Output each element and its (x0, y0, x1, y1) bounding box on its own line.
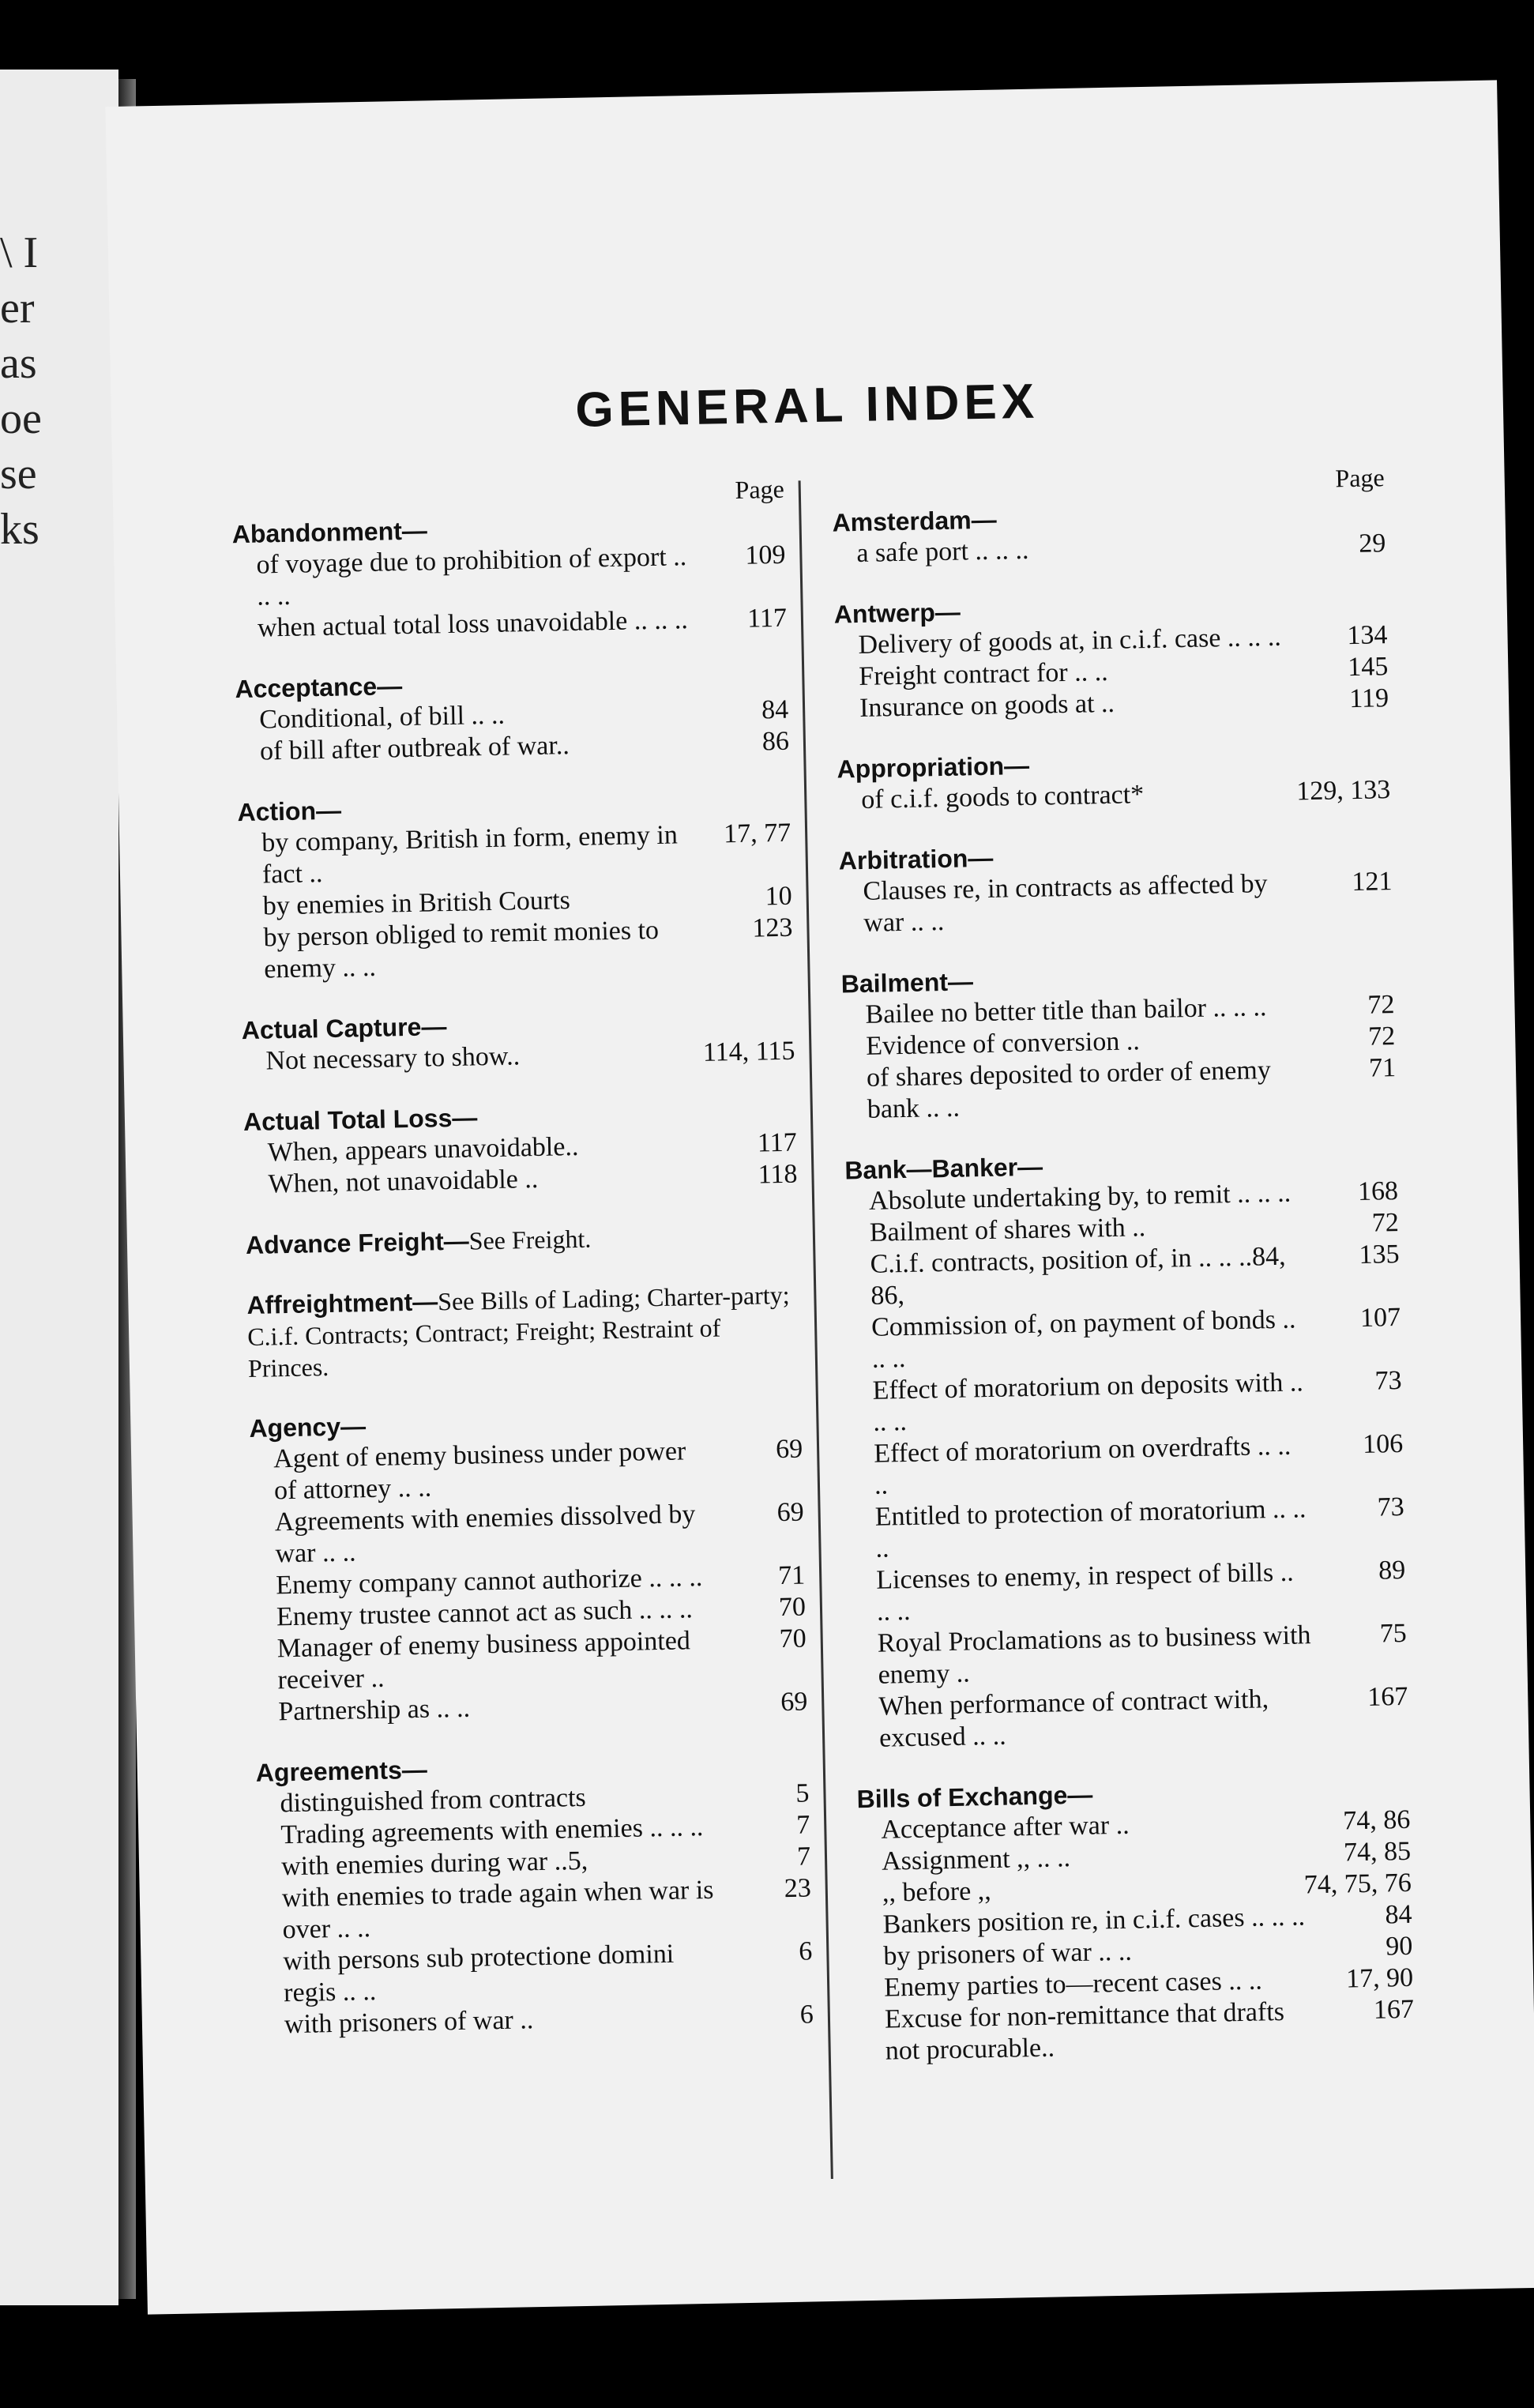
entry-text: of shares deposited to order of enemy bank .. .. (866, 1055, 1272, 1124)
index-entry (253, 1623, 806, 1696)
entry-page-number: 74, 75, 76 (1303, 1868, 1412, 1900)
entry-page-number: 72 (1367, 990, 1395, 1020)
index-heading-text: Amsterdam— (832, 505, 997, 537)
entry-page-number: 7 (795, 1810, 810, 1840)
entry-text: Effect of moratorium on deposits with .. .. .. (872, 1368, 1304, 1437)
entry-text: Bailee no better title than bailor .. .. .. (865, 992, 1267, 1029)
entry-text: distinguished from contracts (280, 1782, 587, 1819)
entry-page-number: 74, 86 (1342, 1804, 1411, 1836)
index-entry (250, 1497, 804, 1571)
index-column-right (831, 461, 1415, 2096)
entry-page-number: 73 (1374, 1365, 1402, 1396)
page-label-left: Page (735, 474, 785, 504)
see-reference: See Bills of Lading; Charter-party; C.i.f. Contracts; Contract; Freight; Restraint of Princes. (246, 1280, 790, 1383)
entry-text: Insurance on goods at .. (859, 688, 1115, 723)
index-group (838, 834, 1393, 939)
entry-text: Absolute undertaking by, to remit .. .. .. (868, 1178, 1291, 1216)
entry-page-number: 75 (1379, 1618, 1408, 1649)
entry-page-number: 107 (1359, 1302, 1401, 1333)
entry-text: When performance of contract with, excused .. .. (878, 1684, 1269, 1753)
entry-page-number: 17, 77 (723, 818, 791, 849)
index-heading (246, 1279, 801, 1384)
index-entry (852, 1555, 1406, 1628)
entry-text: a safe port .. .. .. (856, 535, 1029, 569)
entry-text: Enemy trustee cannot act as such .. .. .. (276, 1594, 694, 1632)
index-entry (848, 1302, 1401, 1375)
entry-page-number: 7 (796, 1842, 811, 1872)
entry-page-number: 145 (1347, 652, 1389, 683)
index-heading-text: Action— (237, 796, 342, 827)
entry-text: Manager of enemy business appointed receiver .. (276, 1626, 691, 1695)
entry-page-number: 70 (778, 1592, 806, 1623)
entry-text: Acceptance after war .. (881, 1810, 1130, 1845)
entry-text: Licenses to enemy, in respect of bills .. .. .. (875, 1557, 1295, 1627)
entry-text: Partnership as .. .. (278, 1693, 471, 1727)
index-entry (851, 1492, 1404, 1565)
entry-text: C.i.f. contracts, position of, in .. .. ..84, 86, (870, 1241, 1286, 1311)
index-group (832, 496, 1385, 570)
entry-text: Trading agreements with enemies .. .. .. (280, 1812, 704, 1850)
entry-text: by prisoners of war .. .. (883, 1936, 1133, 1971)
index-entry (258, 1872, 812, 1946)
index-entry (861, 1994, 1415, 2067)
left-page-fragment: as (0, 339, 37, 388)
index-entry (259, 1936, 813, 2009)
entry-text: Commission of, on payment of bonds .. .. .. (870, 1304, 1296, 1374)
entry-text: Agent of enemy business under power of attorney .. .. (273, 1436, 686, 1506)
entry-text: of c.i.f. goods to contract* (860, 780, 1145, 815)
index-column-left (231, 473, 814, 2070)
entry-page-number: 167 (1373, 1994, 1415, 2025)
entry-text: by person obliged to remit monies to enemy .. .. (263, 915, 660, 984)
left-page-fragment: oe (0, 394, 42, 443)
entry-page-number: 10 (765, 881, 793, 912)
page-label-right: Page (1335, 463, 1385, 493)
entry-page-number: 114, 115 (702, 1036, 795, 1067)
index-entry (238, 818, 791, 891)
entry-page-number: 86 (761, 726, 790, 757)
entry-text: by enemies in British Courts (262, 886, 571, 921)
entry-text: Not necessary to show.. (265, 1041, 521, 1076)
entry-text: with enemies to trade again when war is over .. .. (281, 1875, 714, 1945)
left-page-fragment: \ I (0, 228, 39, 277)
entry-page-number: 123 (752, 912, 793, 943)
index-group (243, 1096, 798, 1201)
index-group (255, 1746, 814, 2041)
entry-text: with prisoners of war .. (284, 2005, 534, 2040)
entry-page-number: 84 (1385, 1899, 1412, 1930)
entry-page-number: 71 (1368, 1053, 1397, 1083)
index-heading-text: Arbitration— (838, 843, 994, 875)
index-entry (848, 1365, 1402, 1439)
index-group (241, 1004, 795, 1078)
entry-text: of bill after outbreak of war.. (259, 731, 570, 766)
entry-text: with persons sub protectione domini regis .. .. (283, 1939, 675, 2008)
entry-page-number: 109 (745, 540, 786, 570)
entry-page-number: 106 (1362, 1428, 1404, 1459)
index-group (840, 958, 1397, 1126)
entry-page-number: 134 (1347, 620, 1388, 651)
index-heading-text: Agreements— (255, 1755, 428, 1787)
entry-page-number: 17, 90 (1345, 1962, 1414, 1994)
index-heading (246, 1219, 799, 1261)
left-page-edge (0, 70, 118, 2305)
entry-text: when actual total loss unavoidable .. .. .. (257, 605, 689, 643)
index-group (246, 1279, 801, 1384)
index-entry (839, 866, 1393, 939)
entry-page-number: 167 (1367, 1681, 1408, 1712)
entry-text: Bankers position re, in c.i.f. cases .. .. .. (882, 1902, 1306, 1940)
index-heading-text: Advance Freight— (245, 1226, 470, 1260)
entry-page-number: 117 (746, 603, 788, 634)
index-heading-text: Agency— (249, 1412, 367, 1443)
entry-text: with enemies during war ..5, (280, 1846, 588, 1882)
entry-text: Excuse for non-remittance that drafts not procurable.. (884, 1996, 1285, 2066)
index-heading-text: Bailment— (840, 967, 974, 999)
index-group (833, 588, 1389, 724)
index-entry (250, 1434, 803, 1507)
entry-text: Royal Proclamations as to business with enemy .. (877, 1620, 1311, 1690)
entry-text: Conditional, of bill .. .. (258, 700, 506, 735)
entry-page-number: 121 (1352, 867, 1393, 897)
index-heading-text: Bank—Banker— (844, 1152, 1043, 1185)
entry-page-number: 72 (1371, 1208, 1400, 1238)
index-heading-text: Bills of Exchange— (856, 1780, 1093, 1814)
index-heading-text: Appropriation— (837, 751, 1030, 784)
entry-page-number: 29 (1358, 529, 1386, 559)
entry-page-number: 6 (798, 1936, 813, 1966)
entry-text: Enemy company cannot authorize .. .. .. (275, 1563, 703, 1601)
entry-page-number: 69 (780, 1687, 808, 1718)
index-group (246, 1219, 799, 1261)
entry-page-number: 5 (795, 1778, 810, 1808)
entry-text: When, not unavoidable .. (268, 1164, 539, 1199)
entry-page-number: 135 (1359, 1239, 1400, 1270)
index-heading-text: Acceptance— (235, 672, 403, 704)
entry-text: Delivery of goods at, in c.i.f. case .. .. .. (858, 622, 1282, 660)
entry-text: Freight contract for .. .. (859, 657, 1109, 691)
entry-page-number: 70 (779, 1624, 807, 1654)
index-entry (843, 1052, 1397, 1126)
index-group (235, 663, 789, 768)
entry-text: Agreements with enemies dissolved by war .. .. (274, 1499, 696, 1569)
index-group (856, 1773, 1415, 2067)
entry-page-number: 69 (775, 1434, 803, 1465)
index-entry (855, 1681, 1408, 1755)
page-title: GENERAL INDEX (574, 374, 1040, 438)
entry-page-number: 84 (761, 694, 789, 725)
entry-text: Clauses re, in contracts as affected by war .. .. (863, 869, 1268, 938)
index-entry (239, 912, 793, 986)
index-group (844, 1144, 1408, 1755)
index-entry (846, 1239, 1400, 1312)
entry-text: Evidence of conversion .. (865, 1026, 1141, 1061)
entry-text: by company, British in form, enemy in fact .. (261, 820, 679, 890)
index-heading-text: Antwerp— (833, 597, 961, 629)
see-reference: See Freight. (468, 1224, 592, 1255)
entry-text: of voyage due to prohibition of export .. .. .. (256, 542, 687, 611)
index-group (249, 1402, 808, 1729)
index-heading-text: Abandonment— (231, 516, 428, 549)
entry-text: Effect of moratorium on overdrafts .. .. .. (873, 1431, 1291, 1500)
index-heading-text: Affreightment— (246, 1287, 438, 1320)
entry-text: ,, before ,, (882, 1876, 992, 1908)
index-group (237, 786, 793, 986)
index-heading-text: Actual Total Loss— (243, 1103, 478, 1137)
entry-page-number: 73 (1377, 1492, 1405, 1522)
left-page-fragment: ks (0, 505, 39, 554)
entry-page-number: 72 (1367, 1022, 1396, 1052)
index-entry (850, 1428, 1404, 1502)
entry-page-number: 90 (1385, 1931, 1413, 1962)
entry-page-number: 118 (758, 1159, 798, 1190)
index-entry (853, 1618, 1407, 1691)
entry-page-number: 71 (777, 1560, 806, 1591)
index-group (231, 508, 787, 645)
entry-page-number: 119 (1348, 683, 1389, 714)
entry-text: Assignment ,, .. .. (881, 1843, 1071, 1876)
left-page-fragment: er (0, 284, 35, 333)
index-page (105, 80, 1534, 2314)
entry-page-number: 168 (1357, 1176, 1399, 1206)
left-page-fragment: se (0, 450, 37, 499)
entry-page-number: 74, 85 (1343, 1836, 1412, 1868)
entry-page-number: 69 (776, 1497, 805, 1528)
entry-text: Entitled to protection of moratorium .. .. .. (874, 1494, 1307, 1563)
entry-page-number: 6 (799, 2000, 814, 2030)
entry-text: When, appears unavoidable.. (267, 1131, 579, 1168)
entry-page-number: 117 (757, 1127, 798, 1158)
entry-text: Bailment of shares with .. (869, 1213, 1146, 1247)
index-group (837, 743, 1390, 816)
index-heading-text: Actual Capture— (241, 1012, 447, 1045)
entry-page-number: 129, 133 (1295, 775, 1391, 807)
entry-page-number: 23 (784, 1873, 812, 1904)
entry-page-number: 89 (1378, 1555, 1406, 1586)
index-entry (232, 540, 786, 613)
entry-text: Enemy parties to—recent cases .. .. (883, 1966, 1263, 2003)
